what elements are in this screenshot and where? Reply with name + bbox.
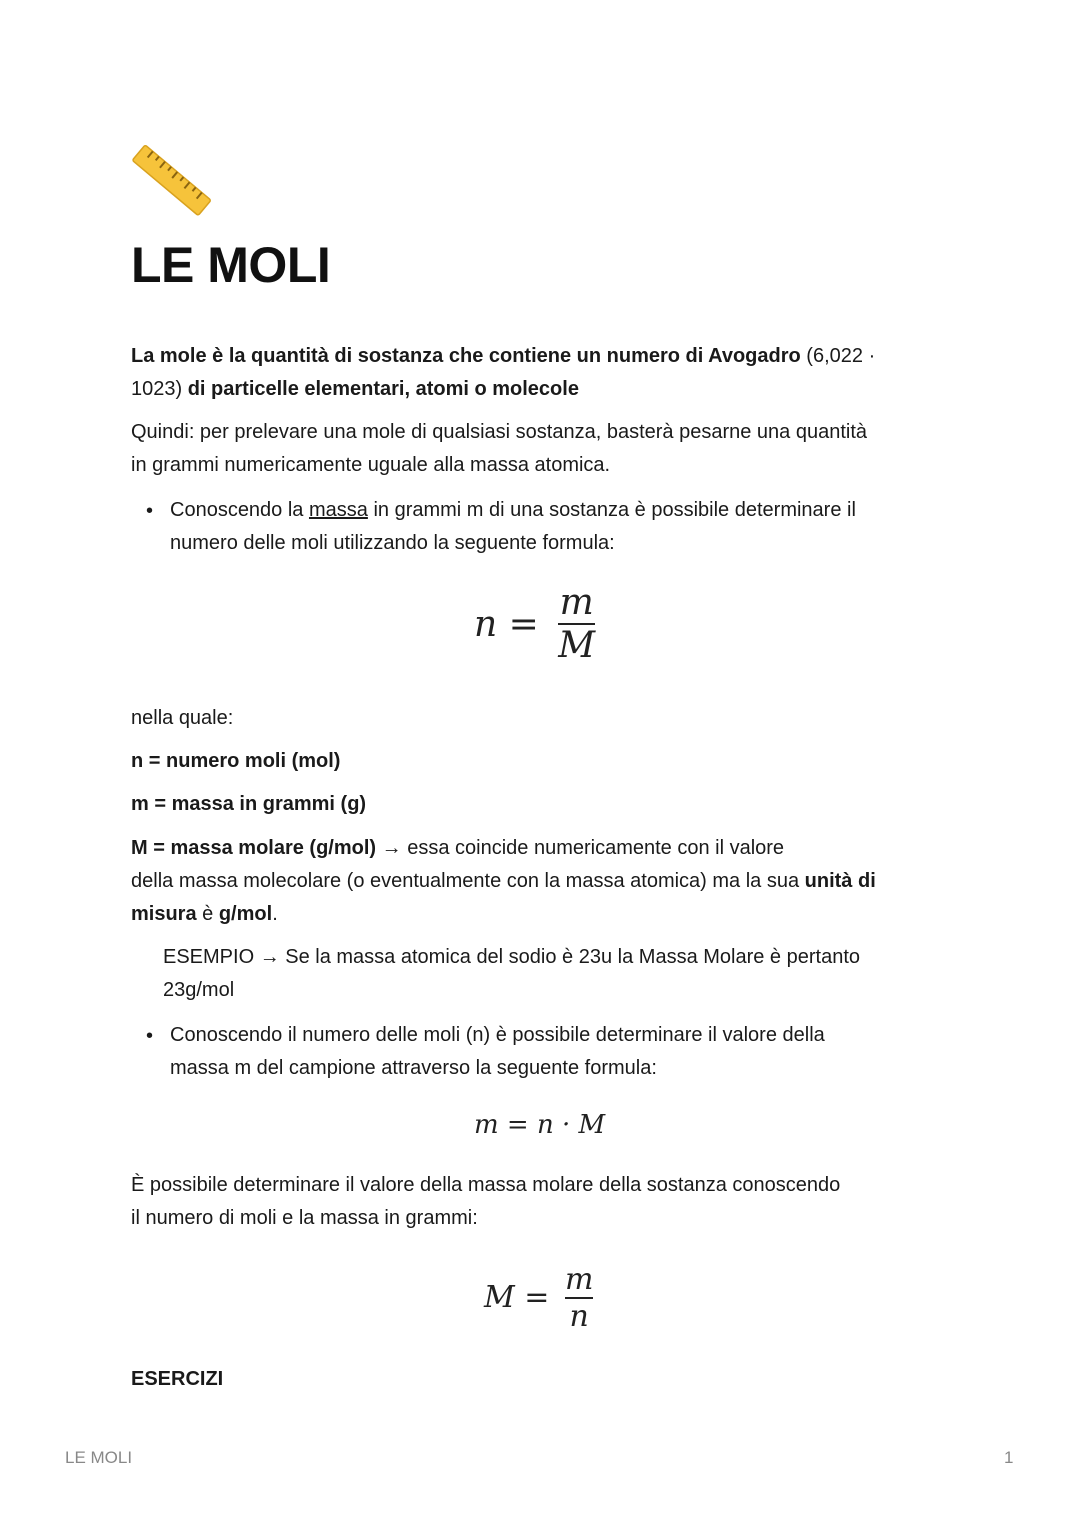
esercizi-heading: ESERCIZI [131,1368,224,1390]
def-M-bold: M = massa molare (g/mol) [131,837,377,859]
definition-n: n = numero moli (mol) [131,750,341,772]
bullet-dot: • [146,1025,154,1047]
formula3-den: n [569,1298,589,1334]
bullet2-line1: Conoscendo il numero delle moli (n) è possibile determinare il valore della [170,1024,825,1046]
quindi-line1: Quindi: per prelevare una mole di qualsiasi sostanza, basterà pesarne una quantità [131,421,868,443]
formula-m-equals-n-times-M: m = n · M [474,1110,606,1140]
def-M-unit: g/mol [218,903,273,925]
definition-M [131,832,961,931]
def-M-arrow: → [376,837,408,859]
bullet1-line2: numero delle moli utilizzando la seguente formula: [170,532,615,554]
bullet1-a: Conoscendo la [170,499,309,521]
quindi-line2: in grammi numericamente uguale alla massa atomica. [131,454,611,476]
formula-M-equals-m-over-n [484,1262,593,1334]
nella-quale: nella quale: [131,707,234,729]
formula3-fraction [565,1262,593,1334]
formula1-fraction [558,582,595,666]
bullet1-text [170,494,950,560]
intro-normal: (6,022 · [800,345,876,367]
esempio-line1: ESEMPIO → Se la massa atomica del sodio è 23u la Massa Molare è pertanto [163,946,861,968]
intro-paragraph [131,340,961,406]
footer-title: LE MOLI [65,1448,133,1467]
intro-line2-normal: 1023) [131,378,183,400]
formula1-num: m [559,582,594,623]
def-M-line2b: unità di [804,870,876,892]
esempio-line2: 23g/mol [163,979,235,1001]
footer-page-number: 1 [1004,1448,1014,1467]
def-M-misura: misura [131,903,197,925]
page-title: LE MOLI [131,237,331,293]
def-M-e: è [196,903,219,925]
bullet2-line2: massa m del campione attraverso la seguente formula: [170,1057,657,1079]
formula1-den: M [558,625,596,666]
def-M-end: . [272,903,278,925]
possibile-line2: il numero di moli e la massa in grammi: [131,1207,478,1229]
formula-n-equals-m-over-M [474,582,595,666]
possibile-line1: È possibile determinare il valore della massa molare della sostanza conoscendo [131,1174,841,1196]
def-M-rest: essa coincide numericamente con il valore [407,837,785,859]
intro-bold: La mole è la quantità di sostanza che contiene un numero di Avogadro [131,345,801,367]
intro-line2-bold: di particelle elementari, atomi o molecole [182,378,579,400]
possibile-paragraph [131,1169,961,1235]
def-M-line2a: della massa molecolare (o eventualmente con la massa atomica) ma la sua [131,870,805,892]
bullet1-underlined: massa [308,499,368,521]
formula3-lhs: M = [484,1280,550,1316]
bullet-dot: • [146,500,154,522]
esempio-block [163,941,953,1007]
ruler-icon [130,140,212,222]
formula3-num: m [564,1262,594,1297]
quindi-paragraph [131,416,961,482]
formula1-lhs: n = [474,603,539,645]
bullet2-text [170,1019,950,1085]
bullet1-b: in grammi m di una sostanza è possibile determinare il [367,499,856,521]
definition-m: m = massa in grammi (g) [131,793,367,815]
